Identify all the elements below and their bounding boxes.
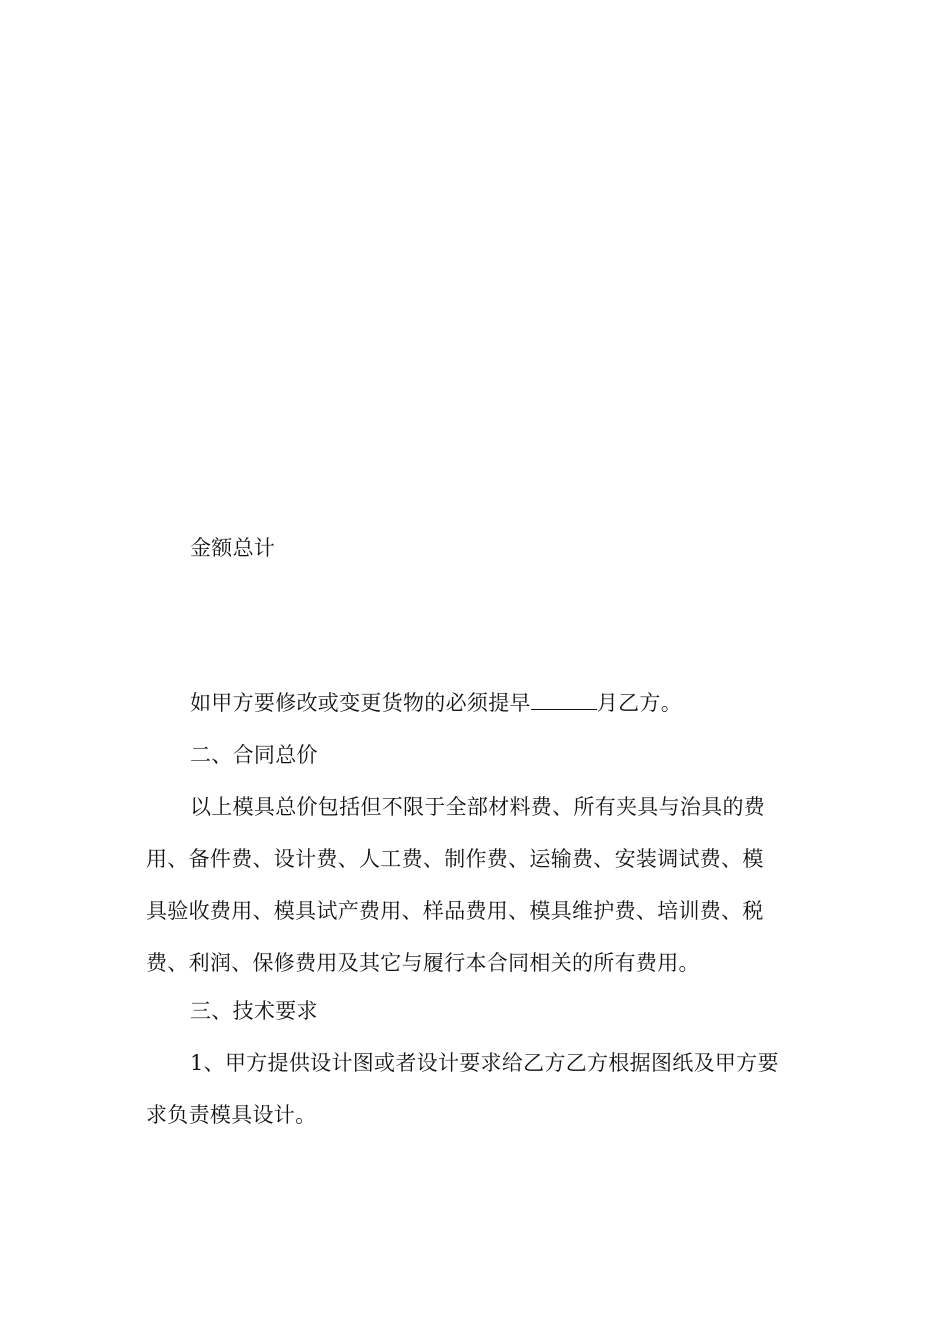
section-2-title-text: 二、合同总价 xyxy=(190,743,318,767)
section-2-line: 用、备件费、设计费、人工费、制作费、运输费、安装调试费、模 xyxy=(146,847,764,871)
amount-total-text: 金额总计 xyxy=(190,536,276,560)
change-notice-paragraph xyxy=(146,677,811,729)
section-3-title-text: 三、技术要求 xyxy=(190,999,318,1023)
section-2-line: 以上模具总价包括但不限于全部材料费、所有夹具与治具的费 xyxy=(190,795,766,819)
section-2-paragraph xyxy=(146,781,811,989)
item-1-line: 求负责模具设计。 xyxy=(146,1103,317,1127)
change-notice-text: 如甲方要修改或变更货物的必须提早 xyxy=(190,691,531,715)
section-3-item-1 xyxy=(146,1037,811,1141)
amount-total-label xyxy=(146,522,811,574)
fill-in-blank xyxy=(531,691,597,710)
change-notice-suffix: 月乙方。 xyxy=(596,691,683,715)
section-2-line: 费、利润、保修费用及其它与履行本合同相关的所有费用。 xyxy=(146,951,700,975)
section-3-title xyxy=(146,985,811,1037)
section-2-title xyxy=(146,729,811,781)
section-2-line: 具验收费用、模具试产费用、样品费用、模具维护费、培训费、税 xyxy=(146,899,764,923)
item-1-line: 1、甲方提供设计图或者设计要求给乙方乙方根据图纸及甲方要 xyxy=(190,1051,779,1075)
